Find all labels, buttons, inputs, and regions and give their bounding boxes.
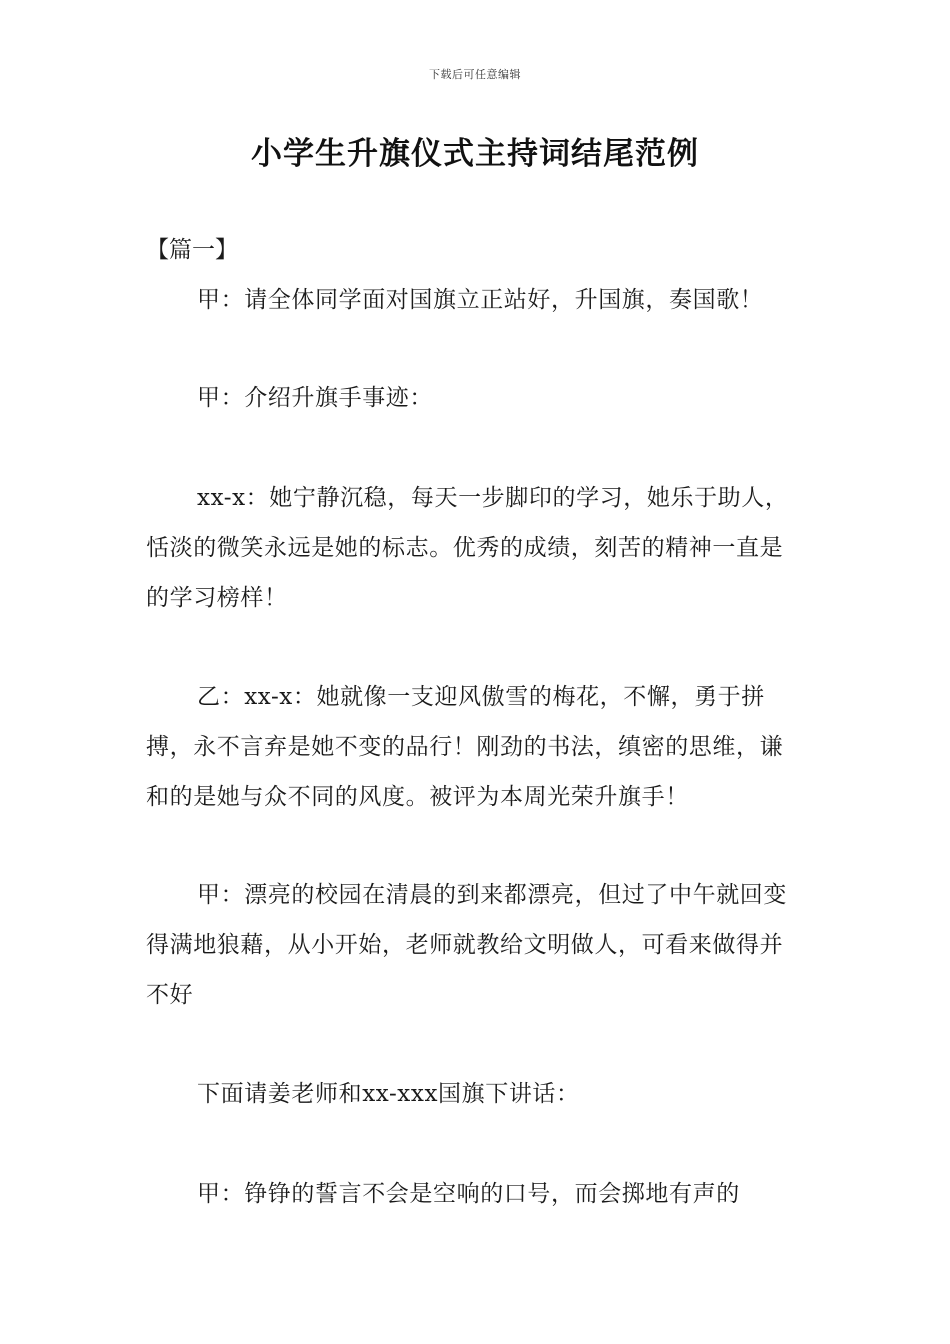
section-label: 【篇一】 (146, 237, 238, 263)
paragraph-2: 甲：介绍升旗手事迹： (197, 385, 433, 411)
document-title: 小学生升旗仪式主持词结尾范例 (251, 136, 699, 172)
header-note: 下载后可任意编辑 (429, 68, 521, 81)
paragraph-7: 甲：铮铮的誓言不会是空响的口号，而会掷地有声的 (197, 1181, 740, 1207)
paragraph-1: 甲：请全体同学面对国旗立正站好，升国旗，奏国歌！ (197, 287, 764, 313)
paragraph-6: 下面请姜老师和xx-xxx国旗下讲话： (197, 1081, 580, 1107)
paragraph-3: xx-x：她宁静沉稳，每天一步脚印的学习，她乐于助人，恬淡的微笑永远是她的标志。优秀的成绩，刻苦的精神一直是的学习榜样！ (146, 485, 789, 611)
paragraph-5: 甲：漂亮的校园在清晨的到来都漂亮，但过了中午就回变得满地狼藉，从小开始，老师就教给文明做人，可看来做得并不好 (146, 882, 787, 1008)
paragraph-4: 乙：xx-x：她就像一支迎风傲雪的梅花，不懈，勇于拼搏，永不言弃是她不变的品行！刚劲的书法，缜密的思维，谦和的是她与众不同的风度。被评为本周光荣升旗手！ (146, 684, 784, 810)
